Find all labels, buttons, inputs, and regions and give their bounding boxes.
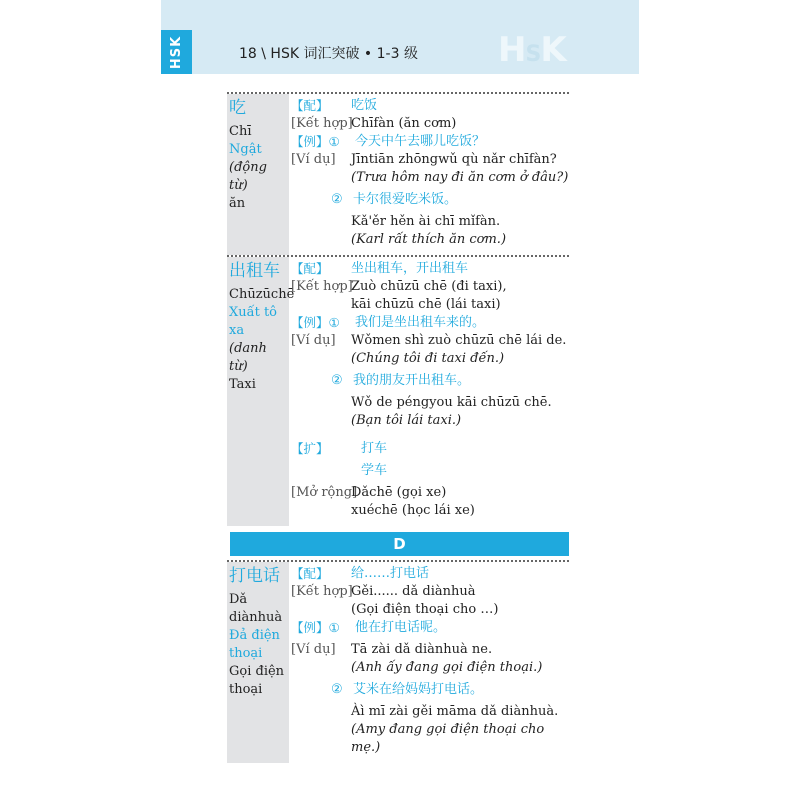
example-tag-vi: [Ví dụ] <box>291 152 336 167</box>
collocation-vi: Chīfàn (ăn cơm) <box>351 116 457 131</box>
entry-dadianhua <box>227 562 569 763</box>
section-letter-bar <box>230 532 569 556</box>
headword-sino-vietnamese: Xuất tô xa <box>229 305 278 338</box>
hsk-logo-watermark: HSK <box>498 30 566 70</box>
example-cn: 卡尔很爱吃米饭。 <box>353 192 458 207</box>
example-vi: (Anh ấy đang gọi điện thoại.) <box>351 660 543 675</box>
expand-cn: 学车 <box>361 463 388 478</box>
headword-word-type: (danh từ) <box>229 341 267 374</box>
collocation-vi: Gěi...... dǎ diànhuà <box>351 584 476 599</box>
expand-tag-vi: [Mở rộng] <box>291 485 358 500</box>
expand-vi: Dǎchē (gọi xe) <box>351 485 447 500</box>
headword-hanzi: 吃 <box>229 98 246 118</box>
headword-pinyin: Chūzūchē <box>229 287 295 302</box>
example-vi: (Chúng tôi đi taxi đến.) <box>351 351 505 366</box>
page-header-text: 18 \ HSK 词汇突破 • 1-3 级 <box>239 46 418 62</box>
entry-details <box>289 94 569 255</box>
example-pinyin: Kǎ'ěr hěn ài chī mǐfàn. <box>351 214 501 229</box>
expand-tag-cn: 【扩】 <box>291 441 329 456</box>
example-pinyin: Àì mī zài gěi māma dǎ diànhuà. <box>351 704 559 719</box>
section-letter: D <box>393 535 406 553</box>
headword-word-type: (động từ) <box>229 160 267 193</box>
entry-headword-panel <box>227 257 295 526</box>
example-tag-cn: 【例】① <box>291 620 340 635</box>
example-pinyin: Tā zài dǎ diànhuà ne. <box>351 642 493 657</box>
entry-details <box>289 562 569 763</box>
example-number: ② <box>331 192 343 207</box>
example-cn: 我们是坐出租车来的。 <box>355 315 486 330</box>
headword-sino-vietnamese: Ngật <box>229 142 262 157</box>
headword-hanzi: 打电话 <box>229 566 280 586</box>
entry-headword-panel <box>227 562 289 763</box>
expand-vi: xuéchē (học lái xe) <box>351 503 475 518</box>
headword-pinyin: Chī <box>229 124 252 139</box>
example-vi: (Amy đang gọi điện thoại cho mẹ.) <box>351 722 545 755</box>
headword-hanzi: 出租车 <box>229 261 280 281</box>
collocation-vi: Zuò chūzū chē (đi taxi), <box>351 279 507 294</box>
entry-chi <box>227 94 569 255</box>
example-tag-vi: [Ví dụ] <box>291 333 336 348</box>
page-header <box>161 0 639 74</box>
expand-cn: 打车 <box>361 441 388 456</box>
hsk-side-tab <box>161 30 192 74</box>
collocation-vi: kāi chūzū chē (lái taxi) <box>351 297 501 312</box>
example-vi: (Bạn tôi lái taxi.) <box>351 413 462 428</box>
collocation-tag-cn: 【配】 <box>291 261 329 276</box>
collocation-cn: 吃饭 <box>351 98 378 113</box>
collocation-tag-vi: [Kết hợp] <box>291 279 353 294</box>
example-cn: 艾米在给妈妈打电话。 <box>353 682 484 697</box>
example-tag-cn: 【例】① <box>291 315 340 330</box>
headword-meaning: ăn <box>229 196 246 211</box>
example-pinyin: Wǒmen shì zuò chūzū chē lái de. <box>351 333 567 348</box>
example-vi: (Trưa hôm nay đi ăn cơm ở đâu?) <box>351 170 569 185</box>
dictionary-content <box>227 92 569 763</box>
example-vi: (Karl rất thích ăn cơm.) <box>351 232 507 247</box>
headword-pinyin: Dǎ diànhuà <box>229 592 283 625</box>
hsk-tab-label: HSK <box>169 35 185 69</box>
example-pinyin: Jīntiān zhōngwǔ qù nǎr chīfàn? <box>351 152 557 167</box>
book-page <box>161 0 639 800</box>
example-cn: 他在打电话呢。 <box>355 620 447 635</box>
entry-headword-panel <box>227 94 289 255</box>
collocation-tag-cn: 【配】 <box>291 566 329 581</box>
collocation-cn: 坐出租车，开出租车 <box>351 261 469 276</box>
example-number: ② <box>331 682 343 697</box>
headword-sino-vietnamese: Đả điện thoại <box>229 628 280 661</box>
example-pinyin: Wǒ de péngyou kāi chūzū chē. <box>351 395 552 410</box>
collocation-tag-vi: [Kết hợp] <box>291 584 353 599</box>
example-tag-cn: 【例】① <box>291 134 340 149</box>
collocation-vi: (Gọi điện thoại cho …) <box>351 602 499 617</box>
entry-details <box>289 257 569 526</box>
collocation-tag-cn: 【配】 <box>291 98 329 113</box>
collocation-tag-vi: [Kết hợp] <box>291 116 353 131</box>
example-tag-vi: [Ví dụ] <box>291 642 336 657</box>
example-cn: 我的朋友开出租车。 <box>353 373 471 388</box>
example-number: ② <box>331 373 343 388</box>
example-cn: 今天中午去哪儿吃饭？ <box>355 134 486 149</box>
headword-meaning: Taxi <box>229 377 256 392</box>
collocation-cn: 给……打电话 <box>351 566 430 581</box>
entry-chuzuche <box>227 257 569 526</box>
headword-meaning: Gọi điện thoại <box>229 664 285 697</box>
